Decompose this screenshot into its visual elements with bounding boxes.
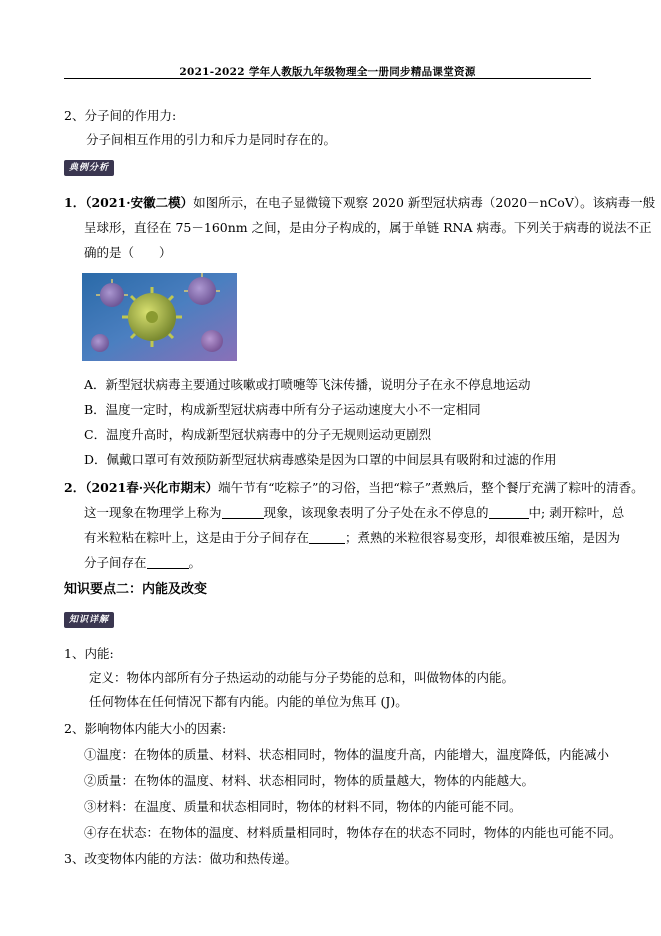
internal-energy-note: 任何物体在任何情况下都有内能。内能的单位为焦耳 (J)。 (89, 694, 408, 709)
question-2-line-4 (84, 555, 201, 571)
question-2-line-1 (64, 480, 644, 496)
example-analysis-badge: 典例分析 (64, 160, 114, 176)
question-1-line-2: 呈球形，直径在 75－160nm 之间，是由分子构成的，属于单链 RNA 病毒。下列关于病毒的说法不正 (84, 220, 652, 235)
question-1-option-c: C．温度升高时，构成新型冠状病毒中的分子无规则运动更剧烈 (84, 427, 432, 442)
header-divider (64, 78, 591, 79)
question-2-text-2b: 现象，该现象表明了分子处在永不停息的 (263, 505, 489, 520)
section-heading-force: 2、分子间的作用力: (64, 108, 177, 123)
question-1-number: 1． (64, 195, 86, 210)
question-2-line-2 (84, 505, 624, 521)
question-1-text-1: 如图所示，在电子显微镜下观察 2020 新型冠状病毒（2020－nCoV）。该病毒一般 (193, 195, 656, 210)
page-header-title: 2021-2022 学年人教版九年级物理全一册同步精品课堂资源 (179, 66, 476, 78)
question-1-source: （2021·安徽二模） (85, 195, 194, 210)
question-1-line-1 (64, 195, 655, 211)
question-1-option-d: D．佩戴口罩可有效预防新型冠状病毒感染是因为口罩的中间层具有吸附和过滤的作用 (84, 452, 557, 467)
question-2-text-2a: 这一现象在物理学上称为 (84, 505, 222, 520)
coronavirus-image (82, 273, 237, 361)
force-description: 分子间相互作用的引力和斥力是同时存在的。 (86, 132, 337, 147)
factor-state: ④存在状态：在物体的温度、材料质量相同时，物体存在的状态不同时，物体的内能也可能不同。 (84, 825, 622, 840)
question-1-option-a: A．新型冠状病毒主要通过咳嗽或打喷嚏等飞沫传播，说明分子在永不停息地运动 (84, 377, 531, 392)
question-2-text-2c: 中; 剥开粽叶，总 (528, 505, 625, 520)
knowledge-detail-badge: 知识详解 (64, 612, 114, 628)
internal-energy-definition: 定义：物体内部所有分子热运动的动能与分子势能的总和，叫做物体的内能。 (89, 670, 515, 685)
question-2-line-3 (84, 530, 620, 546)
question-1-line-3: 确的是（ ） (84, 245, 172, 260)
question-1-option-b: B．温度一定时，构成新型冠状病毒中所有分子运动速度大小不一定相同 (84, 402, 481, 417)
question-2-text-3b: ；煮熟的米粒很容易变形，却很难被压缩，是因为 (345, 530, 621, 545)
question-2-number: 2． (64, 480, 86, 495)
factor-material: ③材料：在温度、质量和状态相同时，物体的材料不同，物体的内能可能不同。 (84, 799, 522, 814)
factor-mass: ②质量：在物体的温度、材料、状态相同时，物体的质量越大，物体的内能越大。 (84, 773, 535, 788)
answer-blank-4[interactable] (147, 556, 189, 569)
question-2-text-4b: 。 (188, 555, 202, 570)
answer-blank-3[interactable] (309, 531, 345, 544)
methods-text: 3、改变物体内能的方法：做功和热传递。 (64, 851, 297, 866)
answer-blank-2[interactable] (489, 506, 529, 519)
question-2-text-3a: 有米粒粘在粽叶上，这是由于分子间存在 (84, 530, 310, 545)
question-2-text-4a: 分子间存在 (84, 555, 147, 570)
answer-blank-1[interactable] (222, 506, 264, 519)
question-2-source: （2021春·兴化市期末） (85, 480, 219, 495)
knowledge-point-2-title: 知识要点二：内能及改变 (64, 582, 208, 597)
factor-temperature: ①温度：在物体的质量、材料、状态相同时，物体的温度升高，内能增大，温度降低，内能减小 (84, 747, 610, 762)
factors-heading: 2、影响物体内能大小的因素: (64, 721, 227, 736)
internal-energy-heading: 1、内能: (64, 646, 114, 661)
question-2-text-1: 端午节有“吃粽子”的习俗，当把“粽子”煮熟后，整个餐厅充满了粽叶的清香。 (218, 480, 644, 495)
